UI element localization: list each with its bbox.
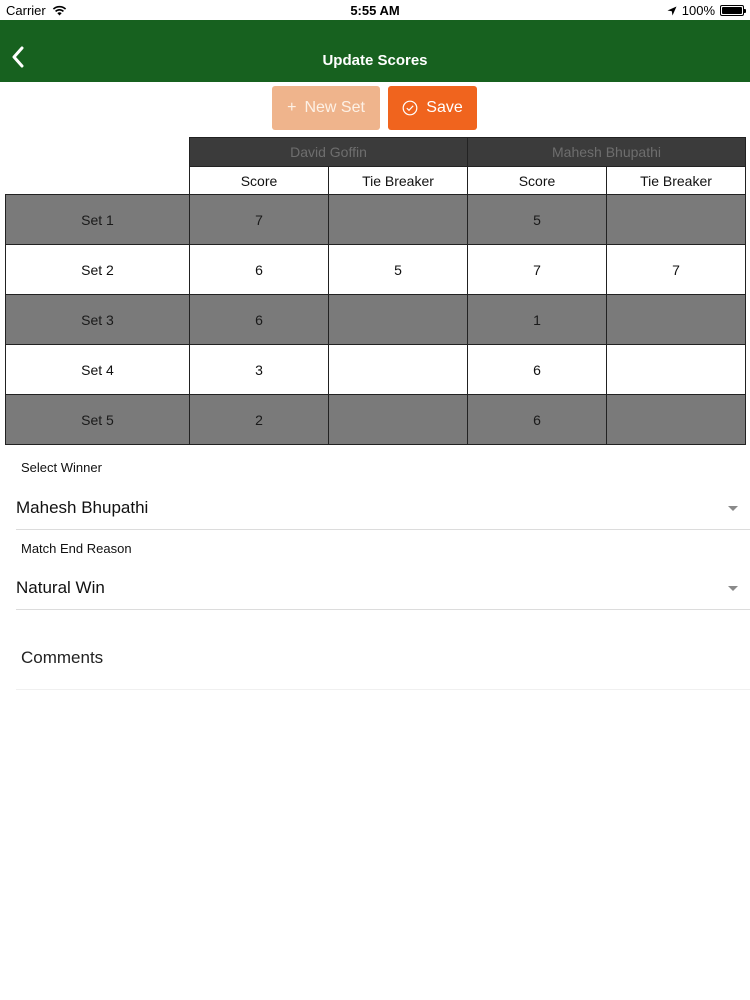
navigation-bar [0,20,750,82]
p2-score-cell[interactable]: 6 [468,345,607,395]
p2-score-cell[interactable]: 7 [468,245,607,295]
p2-score-cell[interactable]: 6 [468,395,607,445]
save-label: Save [426,99,463,116]
save-button[interactable] [388,86,477,130]
p2-tiebreaker-cell[interactable]: 7 [607,245,746,295]
p1-score-cell[interactable]: 3 [190,345,329,395]
plus-icon: + [287,99,297,116]
p1-tiebreaker-cell[interactable] [329,295,468,345]
p1-tiebreaker-header: Tie Breaker [329,167,468,195]
new-set-label: New Set [304,99,365,116]
p1-tiebreaker-cell[interactable]: 5 [329,245,468,295]
winner-label: Select Winner [21,460,102,475]
winner-select[interactable] [16,490,750,530]
status-right [667,3,744,18]
end-reason-label: Match End Reason [21,541,132,556]
battery-icon [720,5,744,16]
dropdown-caret-icon [728,506,738,511]
end-reason-value: Natural Win [16,578,105,597]
p1-score-cell[interactable]: 6 [190,245,329,295]
table-corner [6,138,190,167]
p1-score-header: Score [190,167,329,195]
set-row-2 [6,245,746,295]
p2-tiebreaker-cell[interactable] [607,345,746,395]
p2-tiebreaker-cell[interactable] [607,395,746,445]
carrier-label: Carrier [6,3,46,18]
p2-tiebreaker-cell[interactable] [607,295,746,345]
sub-header-row [6,167,746,195]
page-title: Update Scores [322,52,428,69]
status-bar [0,0,750,20]
check-circle-icon [402,100,418,116]
p2-tiebreaker-header: Tie Breaker [607,167,746,195]
set-row-1 [6,195,746,245]
player-1-header: David Goffin [190,138,468,167]
set-row-3 [6,295,746,345]
p1-score-cell[interactable]: 2 [190,395,329,445]
comments-placeholder: Comments [21,648,104,667]
p1-tiebreaker-cell[interactable] [329,345,468,395]
battery-percent: 100% [681,3,715,18]
score-table [5,137,746,445]
table-corner-sub [6,167,190,195]
set-row-4 [6,345,746,395]
p2-score-cell[interactable]: 5 [468,195,607,245]
dropdown-caret-icon [728,586,738,591]
p1-tiebreaker-cell[interactable] [329,395,468,445]
p2-score-cell[interactable]: 1 [468,295,607,345]
player-header-row [6,138,746,167]
battery-fill [722,7,742,14]
set-label: Set 3 [6,295,190,345]
end-reason-select[interactable] [16,570,750,610]
comments-input[interactable] [16,630,750,690]
set-label: Set 1 [6,195,190,245]
winner-value: Mahesh Bhupathi [16,498,149,517]
p2-score-header: Score [468,167,607,195]
p2-tiebreaker-cell[interactable] [607,195,746,245]
player-2-header: Mahesh Bhupathi [468,138,746,167]
p1-tiebreaker-cell[interactable] [329,195,468,245]
location-arrow-icon [667,6,677,16]
status-time: 5:55 AM [350,3,400,18]
set-row-5 [6,395,746,445]
p1-score-cell[interactable]: 7 [190,195,329,245]
set-label: Set 5 [6,395,190,445]
set-label: Set 2 [6,245,190,295]
set-label: Set 4 [6,345,190,395]
new-set-button[interactable] [272,86,380,130]
p1-score-cell[interactable]: 6 [190,295,329,345]
